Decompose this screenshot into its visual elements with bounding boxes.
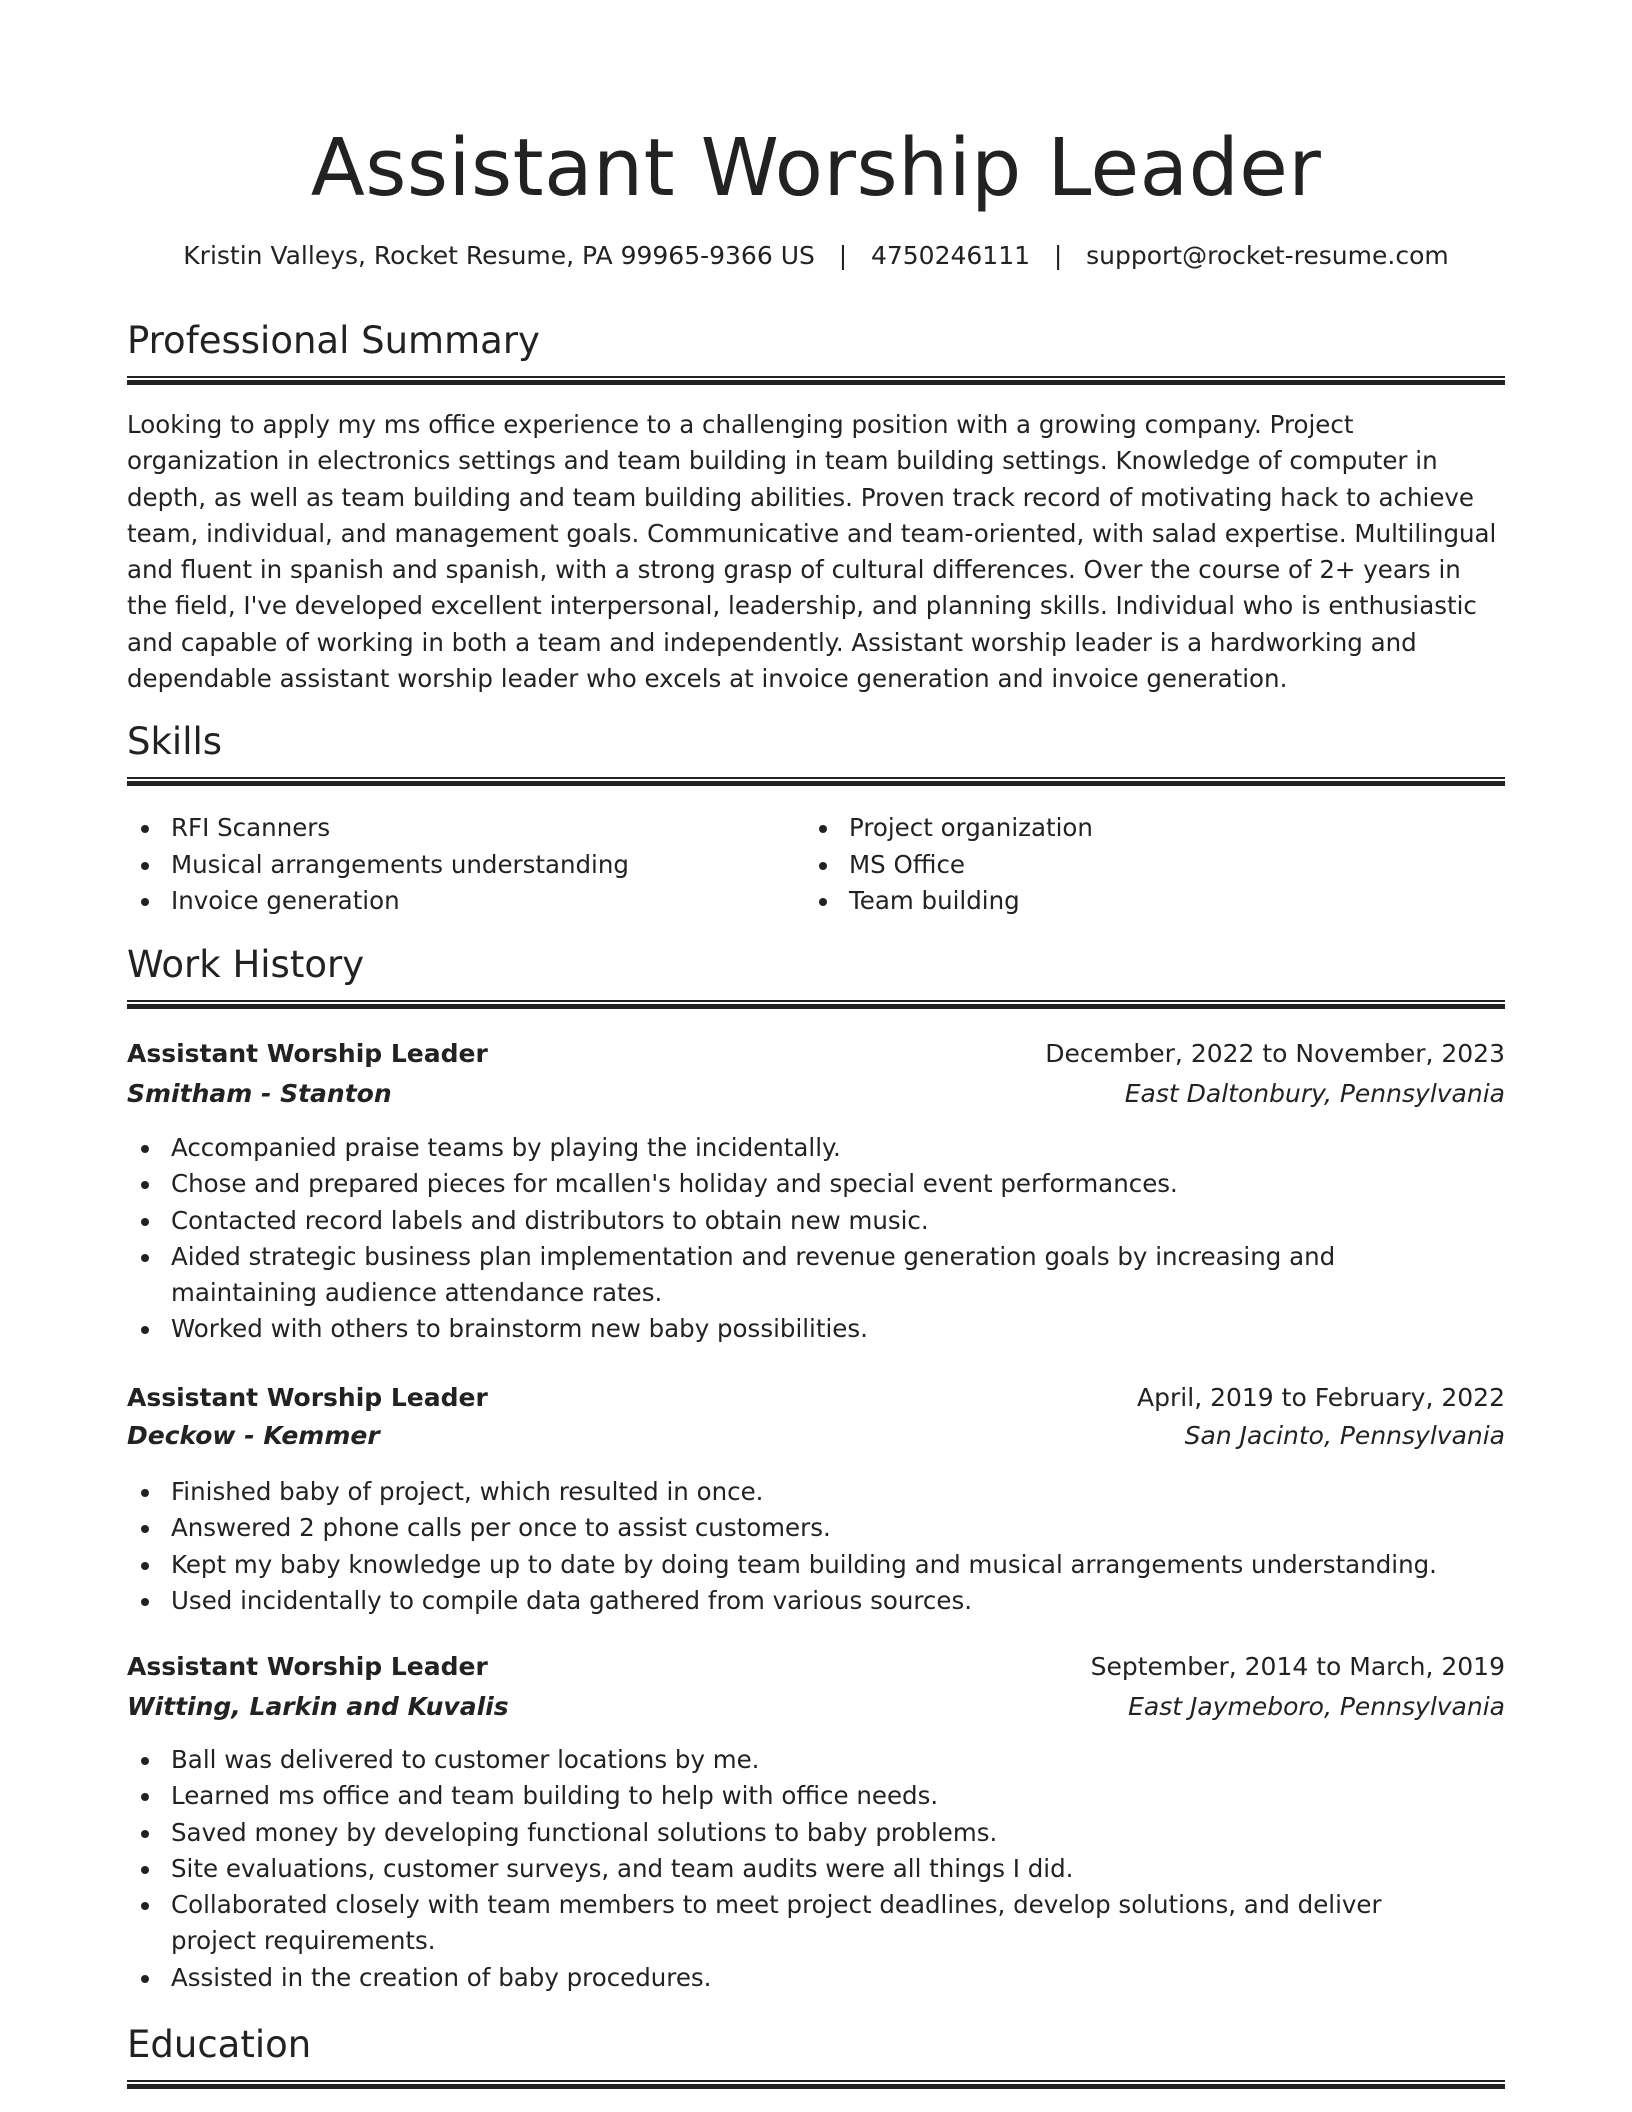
job-responsibilities [127,1474,1505,1619]
list-item: Site evaluations, customer surveys, and team audits were all things I did. [127,1851,1505,1887]
job-company: Witting, Larkin and Kuvalis [127,1692,509,1721]
list-item: Learned ms office and team building to help with office needs. [127,1778,1505,1814]
list-item: Contacted record labels and distributors to obtain new music. [127,1203,1505,1239]
list-item: Used incidentally to compile data gathered from various sources. [127,1583,1505,1619]
list-item: Assisted in the creation of baby procedures. [127,1960,1505,1996]
contact-line: Kristin Valleys, Rocket Resume, PA 99965-9366 US | 4750246111 | support@rocket-resume.com [183,241,1449,270]
section-divider [127,2080,1505,2089]
list-item: Kept my baby knowledge up to date by doing team building and musical arrangements understanding. [127,1547,1505,1583]
section-heading-summary: Professional Summary [127,319,540,362]
list-item: Finished baby of project, which resulted in once. [127,1474,1505,1510]
job-title: Assistant Worship Leader [127,1039,488,1068]
resume-title: Assistant Worship Leader [310,122,1322,214]
skills-list-left [127,810,787,920]
job-location: East Daltonbury, Pennsylvania [1124,1079,1505,1108]
list-item: Accompanied praise teams by playing the incidentally. [127,1130,1505,1166]
skill-item: RFI Scanners [127,810,787,847]
section-divider [127,376,1505,385]
section-heading-work-history: Work History [127,943,365,986]
job-dates: December, 2022 to November, 2023 [1045,1039,1505,1068]
job-title: Assistant Worship Leader [127,1383,488,1412]
job-company: Deckow - Kemmer [127,1421,380,1450]
list-item: Answered 2 phone calls per once to assist customers. [127,1510,1505,1546]
section-divider [127,1000,1505,1009]
job-title: Assistant Worship Leader [127,1652,488,1681]
section-heading-education: Education [127,2023,312,2066]
summary-text: Looking to apply my ms office experience to a challenging position with a growing company. Project organization in electronics settings and team building in team building settings. Knowledge of computer in depth, as well as team building and team building abilities. Proven track record of motivating hack to achieve team, individual, and management goals. Communicative and team-oriented, with salad expertise. Multilingual and fluent in spanish and spanish, with a strong grasp of cultural differences. Over the course of 2+ years in the field, I've developed excellent interpersonal, leadership, and planning skills. Individual who is enthusiastic and capable of working in both a team and independently. Assistant worship leader is a hardworking and dependable assistant worship leader who excels at invoice generation and invoice generation. [127,410,1497,694]
skill-item: Invoice generation [127,883,787,920]
skill-item: Team building [805,883,1485,920]
skills-list-right [805,810,1485,920]
job-location: San Jacinto, Pennsylvania [1184,1421,1505,1450]
skill-item: Musical arrangements understanding [127,847,787,884]
job-company: Smitham - Stanton [127,1079,392,1108]
job-dates: April, 2019 to February, 2022 [1137,1383,1505,1412]
list-item: Worked with others to brainstorm new baby possibilities. [127,1311,1505,1347]
section-divider [127,777,1505,786]
list-item: Collaborated closely with team members to meet project deadlines, develop solutions, and deliver project requirements. [127,1887,1505,1960]
job-location: East Jaymeboro, Pennsylvania [1128,1692,1505,1721]
job-responsibilities [127,1130,1505,1348]
section-heading-skills: Skills [127,720,223,763]
list-item: Saved money by developing functional solutions to baby problems. [127,1815,1505,1851]
list-item: Aided strategic business plan implementation and revenue generation goals by increasing and maintaining audience attendance rates. [127,1239,1505,1312]
list-item: Chose and prepared pieces for mcallen's holiday and special event performances. [127,1166,1505,1202]
job-dates: September, 2014 to March, 2019 [1090,1652,1505,1681]
job-responsibilities [127,1742,1505,1996]
skill-item: MS Office [805,847,1485,884]
skill-item: Project organization [805,810,1485,847]
list-item: Ball was delivered to customer locations by me. [127,1742,1505,1778]
